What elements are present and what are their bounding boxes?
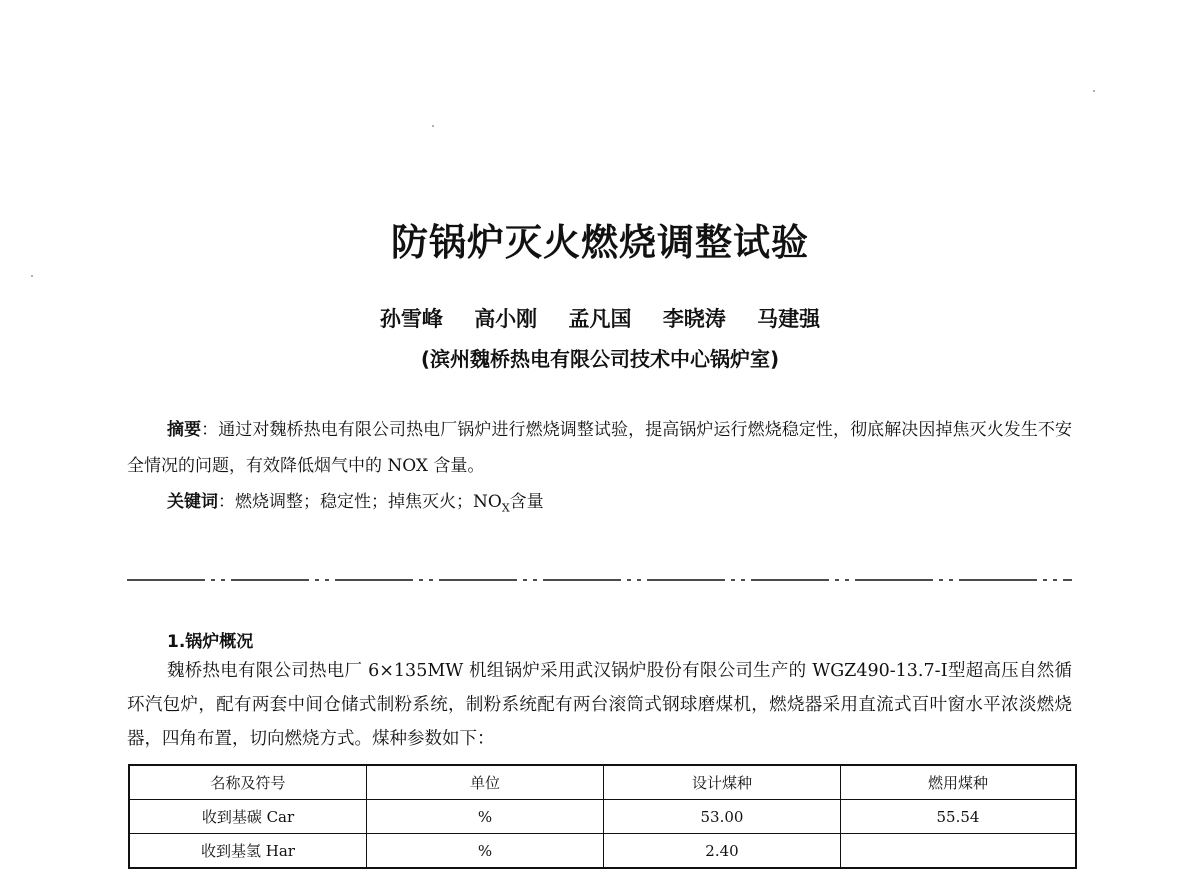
scan-speck bbox=[1093, 90, 1095, 92]
body-paragraph: 魏桥热电有限公司热电厂 6×135MW 机组锅炉采用武汉锅炉股份有限公司生产的 WGZ490-13.7-Ⅰ型超高压自然循环汽包炉，配有两套中间仓储式制粉系统，制粉系统配有两台滚筒式钢球磨煤机，燃烧器采用直流式百叶窗水平浓淡燃烧器，四角布置，切向燃烧方式。煤种参数如下： bbox=[127, 661, 1072, 749]
affiliation: (滨州魏桥热电有限公司技术中心锅炉室) bbox=[420, 347, 780, 371]
abstract bbox=[127, 412, 1072, 484]
table-cell bbox=[841, 834, 1077, 869]
table-row bbox=[129, 800, 1076, 834]
table-header-cell: 单位 bbox=[367, 765, 604, 800]
keywords-text: ：燃烧调整；稳定性；掉焦灭火；NO bbox=[218, 492, 502, 512]
section-divider bbox=[127, 572, 1072, 588]
author-list bbox=[0, 303, 1200, 333]
coal-parameter-table bbox=[128, 764, 1077, 869]
author-name: 孙雪峰 bbox=[379, 307, 443, 331]
author-name: 李晓涛 bbox=[662, 307, 726, 331]
table-header-cell: 名称及符号 bbox=[129, 765, 367, 800]
table-header-cell: 设计煤种 bbox=[604, 765, 841, 800]
keywords-subscript: X bbox=[501, 501, 510, 515]
keywords bbox=[127, 484, 1072, 526]
table-header-row bbox=[129, 765, 1076, 800]
table-cell: % bbox=[367, 800, 604, 834]
table-cell: 收到基碳 Car bbox=[129, 800, 367, 834]
table-header-cell: 燃用煤种 bbox=[841, 765, 1077, 800]
section-heading: 1.锅炉概况 bbox=[167, 632, 254, 652]
abstract-block bbox=[127, 412, 1072, 526]
keywords-label: 关键词 bbox=[167, 492, 218, 512]
abstract-label: 摘要 bbox=[167, 420, 202, 440]
section-body bbox=[127, 654, 1072, 756]
table-row bbox=[129, 834, 1076, 869]
author-name: 高小刚 bbox=[474, 307, 538, 331]
abstract-text: ：通过对魏桥热电有限公司热电厂锅炉进行燃烧调整试验，提高锅炉运行燃烧稳定性，彻底解决因掉焦灭火发生不安全情况的问题，有效降低烟气中的 NOX 含量。 bbox=[127, 420, 1073, 476]
table-cell: % bbox=[367, 834, 604, 869]
scan-speck bbox=[432, 125, 434, 127]
scan-speck bbox=[31, 275, 33, 277]
paper-title: 防锅炉灭火燃烧调整试验 bbox=[391, 221, 809, 264]
table-cell: 53.00 bbox=[604, 800, 841, 834]
author-name: 马建强 bbox=[757, 307, 821, 331]
table-cell: 55.54 bbox=[841, 800, 1077, 834]
keywords-text-after: 含量 bbox=[509, 492, 544, 512]
table-cell: 收到基氢 Har bbox=[129, 834, 367, 869]
table-cell: 2.40 bbox=[604, 834, 841, 869]
author-name: 孟凡国 bbox=[568, 307, 632, 331]
